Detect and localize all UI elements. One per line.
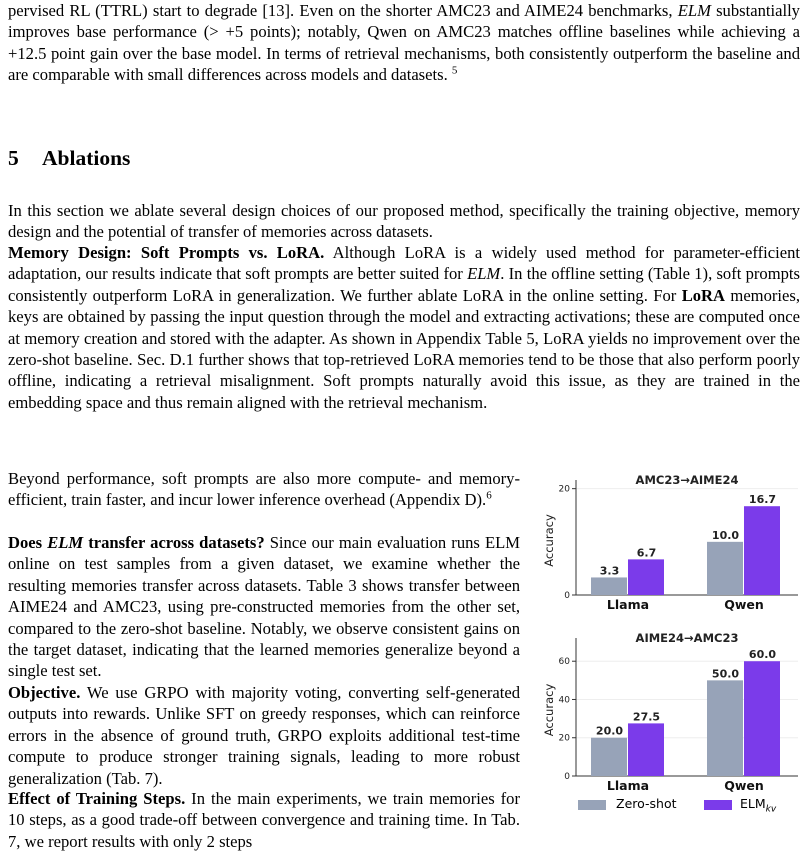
transfer-heading: Does ELM transfer across datasets? xyxy=(8,533,265,552)
bar-zero-shot-llama xyxy=(591,577,627,595)
memory-design-paragraph: Memory Design: Soft Prompts vs. LoRA. Although LoRA is a widely used method for parameter-efficient adaptation, our results indicate that soft prompts are better suited for ELM. In the offline setting (Table 1), soft prompts consistently outperform LoRA in generalization. We further ablate LoRA in the online setting. For LoRA memories, keys are obtained by passing the input question through the model and extracting activations; these are computed once at memory creation and stored with the adapter. As shown in Appendix Table 5, LoRA yields no improvement over the zero-shot baseline. Sec. D.1 further shows that top-retrieved LoRA memories tend to be those that also perform poorly offline, indicating a retrieval misalignment. Soft prompts naturally avoid this issue, as they are trained in the embedding space and thus remain aligned with the retrieval mechanism. xyxy=(8,243,800,412)
y-tick-label: 0 xyxy=(564,591,570,601)
elm-term: ELM xyxy=(677,1,711,20)
bar-elm-kv-qwen xyxy=(744,506,780,595)
chart-legend xyxy=(578,796,798,814)
bar-zero-shot-qwen xyxy=(707,542,743,595)
data-label: 20.0 xyxy=(595,724,624,738)
training-steps-heading: Effect of Training Steps. xyxy=(8,789,186,808)
y-tick-label: 0 xyxy=(564,772,570,782)
bar-elm-kv-qwen xyxy=(744,661,780,776)
memory-design-heading: Memory Design: Soft Prompts vs. LoRA. xyxy=(8,243,325,262)
data-label: 3.3 xyxy=(599,564,620,578)
section-number: 5 xyxy=(8,146,19,170)
objective-paragraph: Objective. We use GRPO with majority voting, converting self-generated outputs into rewards. Unlike SFT on greedy responses, which can reinforce errors in the absence of ground truth, GRPO exploits additional test-time compute to produce stronger training signals, leading to more robust generalization (Tab. 7). xyxy=(8,683,520,788)
data-label: 50.0 xyxy=(711,667,740,681)
transfer-paragraph: Does ELM transfer across datasets? Since our main evaluation runs ELM online on test samples from a given dataset, we examine whether the resulting memories transfer across datasets. Table 3 shows transfer between AIME24 and AMC23, using pre-constructed memories from the other set, compared to the zero-shot baseline. Notably, we observe consistent gains on the target dataset, indicating that the learned memories generalize beyond a single test set. xyxy=(8,533,520,681)
chart-title: AMC23→AIME24 xyxy=(635,473,739,487)
footnote-marker[interactable]: 5 xyxy=(451,64,458,77)
x-tick-label-llama: Llama xyxy=(606,778,650,793)
legend-label-elm-kv: $ELM_{kv}$ xyxy=(740,796,777,815)
x-tick-label-llama: Llama xyxy=(606,597,650,612)
training-steps-paragraph: Effect of Training Steps. In the main experiments, we train memories for 10 steps, as a good trade-off between convergence and training time. In Tab. 7, we report results with only 2 steps xyxy=(8,789,520,851)
x-tick-label-qwen: Qwen xyxy=(724,778,764,793)
y-tick-label: 20 xyxy=(558,484,570,495)
data-label: 60.0 xyxy=(748,648,777,662)
data-label: 10.0 xyxy=(711,528,740,542)
y-tick-label: 60 xyxy=(558,657,570,668)
bar-zero-shot-qwen xyxy=(707,680,743,776)
bar-elm-kv-llama xyxy=(628,559,664,595)
intro-paragraph: pervised RL (TTRL) start to degrade [13]. Even on the shorter AMC23 and AIME24 benchmarks, ELM substantially improves base performance (> +5 points); notably, Qwen on AMC23 matches offline baselines while achieving a +12.5 point gain over the base model. In terms of retrieval mechanisms, both consistently outperform the baseline and are comparable with small differences across models and datasets. $^5$ xyxy=(8,1,800,85)
objective-heading: Objective. xyxy=(8,683,81,702)
y-axis-label: Accuracy xyxy=(542,683,556,737)
beyond-performance-paragraph: Beyond performance, soft prompts are also more compute- and memory-efficient, train faster, and incur lower inference overhead (Appendix D).$^6$ xyxy=(8,469,520,510)
y-tick-label: 20 xyxy=(558,733,570,744)
bar-elm-kv-llama xyxy=(628,723,664,776)
chart-aime24-amc23 xyxy=(532,626,800,796)
data-label: 16.7 xyxy=(748,493,777,507)
chart-title: AIME24→AMC23 xyxy=(635,631,739,645)
legend-label-zero-shot: Zero-shot xyxy=(616,796,677,811)
y-axis-label: Accuracy xyxy=(542,514,556,567)
bar-zero-shot-llama xyxy=(591,738,627,776)
footnote-marker[interactable]: 6 xyxy=(486,489,492,502)
section-title: Ablations xyxy=(42,146,131,170)
ablation-intro-paragraph: In this section we ablate several design choices of our proposed method, specifically the training objective, memory design and the potential of transfer of memories across datasets. xyxy=(8,201,800,242)
legend-swatch-elm-kv xyxy=(704,800,732,810)
data-label: 27.5 xyxy=(632,710,661,724)
data-label: 6.7 xyxy=(636,546,657,560)
chart-amc23-aime24 xyxy=(532,470,800,620)
x-tick-label-qwen: Qwen xyxy=(724,597,764,612)
section-heading xyxy=(8,146,130,171)
legend-swatch-zero-shot xyxy=(578,800,606,810)
y-tick-label: 40 xyxy=(558,695,570,706)
